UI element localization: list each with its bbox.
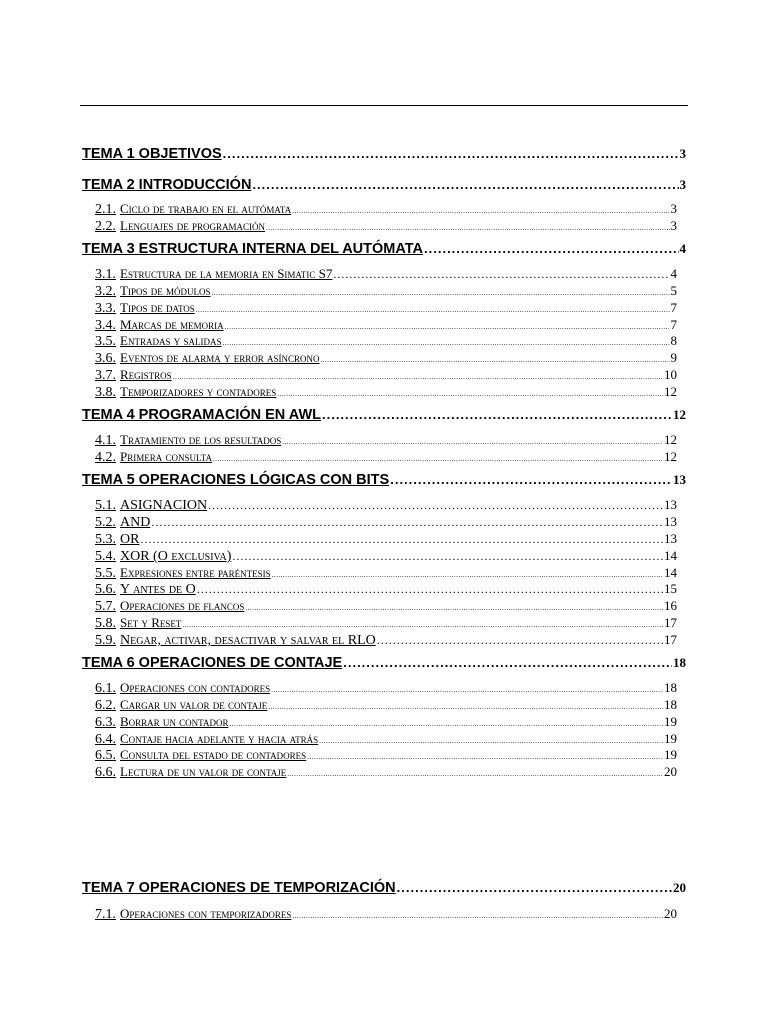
toc-number: 6.2. — [95, 698, 116, 713]
toc-leader — [333, 267, 669, 282]
toc-page: 12 — [664, 432, 677, 447]
toc-title: OR — [120, 532, 140, 547]
toc-title: XOR (O exclusiva) — [120, 549, 232, 564]
toc-title: Lenguajes de programación — [120, 218, 265, 233]
toc-page: 12 — [664, 449, 677, 464]
toc-page: 16 — [664, 598, 677, 613]
toc-section-5-6[interactable] — [95, 581, 677, 598]
toc-section-6-5[interactable] — [95, 747, 677, 764]
toc-leader — [271, 686, 663, 694]
toc-leader — [173, 373, 663, 381]
toc-page: 20 — [673, 880, 686, 895]
toc-tema-2[interactable] — [82, 177, 686, 193]
toc-number: 6.4. — [95, 732, 116, 747]
toc-section-3-4[interactable] — [95, 317, 677, 334]
toc-number: 6.1. — [95, 681, 116, 696]
toc-number: 5.5. — [95, 566, 116, 581]
toc-leader — [390, 472, 672, 487]
toc-leader — [229, 720, 663, 728]
toc-section-2-2[interactable] — [95, 218, 677, 235]
toc-leader — [343, 655, 672, 670]
toc-title: Contaje hacia adelante y hacia atrás — [120, 731, 319, 746]
toc-page: 19 — [664, 714, 677, 729]
toc-title: Tipos de módulos — [120, 283, 211, 298]
toc-number: 3.4. — [95, 318, 116, 333]
toc-number: 5.2. — [95, 515, 116, 530]
toc-page: 7 — [670, 300, 677, 315]
toc-number: 4.2. — [95, 450, 116, 465]
toc-number: 5.8. — [95, 616, 116, 631]
toc-page: 12 — [664, 384, 677, 399]
toc-number: 3.2. — [95, 284, 116, 299]
toc-section-5-8[interactable] — [95, 615, 677, 632]
toc-title: Entradas y salidas — [120, 333, 222, 348]
toc-title: Negar, activar, desactivar y salvar el RLO — [120, 633, 376, 648]
toc-number: 6.3. — [95, 715, 116, 730]
toc-number: 6.6. — [95, 765, 116, 780]
toc-page: 3 — [670, 201, 677, 216]
toc-number: 5.7. — [95, 599, 116, 614]
toc-number: 2.1. — [95, 202, 116, 217]
toc-leader — [252, 177, 678, 192]
toc-leader — [397, 880, 672, 895]
toc-leader — [222, 339, 669, 347]
toc-leader — [321, 356, 670, 364]
toc-number: 5.9. — [95, 633, 116, 648]
toc-section-3-5[interactable] — [95, 333, 677, 350]
toc-title: Eventos de alarma y error asíncrono — [120, 350, 320, 365]
toc-number: 7.1. — [95, 907, 116, 922]
toc-leader — [213, 455, 663, 463]
toc-section-5-9[interactable] — [95, 632, 677, 649]
toc-number: 3.7. — [95, 368, 116, 383]
toc-number: 5.6. — [95, 582, 116, 597]
toc-page: 4 — [670, 266, 677, 281]
toc-title: Operaciones con temporizadores — [120, 906, 292, 921]
toc-page: 19 — [664, 731, 677, 746]
toc-leader — [140, 532, 663, 547]
toc-title: Borrar un contador — [120, 714, 229, 729]
toc-number: 4.1. — [95, 433, 116, 448]
toc-page: 15 — [664, 581, 677, 596]
toc-section-3-6[interactable] — [95, 350, 677, 367]
toc-section-4-2[interactable] — [95, 449, 677, 466]
toc-section-3-1[interactable] — [95, 266, 677, 283]
toc-page: 18 — [664, 697, 677, 712]
toc-leader — [196, 306, 670, 314]
toc-title: TEMA 4 PROGRAMACIÓN EN AWL — [82, 407, 321, 423]
toc-number: 3.3. — [95, 301, 116, 316]
toc-section-5-7[interactable] — [95, 598, 677, 615]
toc-title: ASIGNACION — [120, 498, 208, 513]
toc-page: 7 — [670, 317, 677, 332]
toc-page: 12 — [673, 407, 686, 422]
toc-leader — [377, 633, 663, 648]
toc-title: Ciclo de trabajo en el autómata — [120, 201, 292, 216]
toc-leader — [197, 582, 663, 597]
toc-section-3-2[interactable] — [95, 283, 677, 300]
toc-page: 4 — [679, 241, 686, 256]
toc-title: TEMA 6 OPERACIONES DE CONTAJE — [82, 655, 343, 671]
toc-leader — [292, 207, 669, 215]
toc-number: 3.1. — [95, 267, 116, 282]
toc-leader — [282, 438, 663, 446]
toc-page: 3 — [670, 218, 677, 233]
toc-section-3-3[interactable] — [95, 300, 677, 317]
toc-page: 20 — [664, 906, 677, 921]
toc-title: Marcas de memoria — [120, 317, 224, 332]
toc-title: Expresiones entre paréntesis — [120, 565, 271, 580]
toc-page: 14 — [664, 565, 677, 580]
toc-title: Lectura de un valor de contaje — [120, 764, 287, 779]
toc-leader — [268, 703, 663, 711]
toc-title: Registros — [120, 367, 172, 382]
toc-leader — [266, 224, 670, 232]
toc-section-4-1[interactable] — [95, 432, 677, 449]
toc-number: 3.6. — [95, 351, 116, 366]
toc-page: 20 — [664, 764, 677, 779]
toc-page: 13 — [664, 497, 677, 512]
toc-tema-5[interactable] — [82, 472, 686, 488]
toc-title: Operaciones con contadores — [120, 680, 271, 695]
toc-leader — [322, 407, 672, 422]
toc-leader — [208, 498, 663, 513]
toc-section-6-4[interactable] — [95, 731, 677, 748]
toc-section-6-1[interactable] — [95, 680, 677, 697]
toc-leader — [225, 323, 670, 331]
toc-page: 18 — [664, 680, 677, 695]
toc-page: 3 — [679, 177, 686, 192]
toc-title: Tratamiento de los resultados — [120, 432, 282, 447]
toc-title: AND — [120, 515, 151, 530]
toc-section-5-3[interactable] — [95, 531, 677, 548]
toc-leader — [287, 770, 663, 778]
toc-section-5-2[interactable] — [95, 514, 677, 531]
toc-page: 14 — [664, 548, 677, 563]
toc-page: 9 — [670, 350, 677, 365]
toc-section-7-1[interactable] — [95, 906, 677, 923]
toc-section-6-3[interactable] — [95, 714, 677, 731]
toc-page: 13 — [673, 472, 686, 487]
top-rule — [80, 105, 688, 106]
toc-title: Temporizadores y contadores — [120, 384, 277, 399]
toc-leader — [232, 549, 663, 564]
toc-page: 18 — [673, 655, 686, 670]
toc-leader — [307, 753, 663, 761]
toc-title: TEMA 2 INTRODUCCIÓN — [82, 177, 252, 193]
toc-number: 3.8. — [95, 385, 116, 400]
toc-section-5-1[interactable] — [95, 497, 677, 514]
toc-tema-1[interactable] — [82, 146, 686, 162]
toc-section-3-8[interactable] — [95, 384, 677, 401]
toc-number: 3.5. — [95, 334, 116, 349]
toc-title: TEMA 1 OBJETIVOS — [82, 146, 222, 162]
toc-leader — [277, 390, 663, 398]
toc-section-2-1[interactable] — [95, 201, 677, 218]
toc-title: Primera consulta — [120, 449, 212, 464]
toc-leader — [151, 515, 663, 530]
toc-section-3-7[interactable] — [95, 367, 677, 384]
toc-leader — [292, 912, 663, 920]
toc-page: 8 — [670, 333, 677, 348]
toc-leader — [319, 737, 663, 745]
toc-title: Y antes de O — [120, 582, 196, 597]
toc-number: 6.5. — [95, 748, 116, 763]
toc-leader — [182, 621, 663, 629]
toc-section-6-2[interactable] — [95, 697, 677, 714]
toc-title: Cargar un valor de contaje — [120, 697, 268, 712]
toc-page: 17 — [664, 632, 677, 647]
toc-title: Set y Reset — [120, 615, 182, 630]
toc-number: 5.3. — [95, 532, 116, 547]
toc-number: 5.4. — [95, 549, 116, 564]
toc-title: Tipos de datos — [120, 300, 195, 315]
toc-page: 19 — [664, 747, 677, 762]
toc-page: 10 — [664, 367, 677, 382]
toc-tema-7[interactable] — [82, 880, 686, 896]
toc-tema-4[interactable] — [82, 407, 686, 423]
toc-tema-3[interactable] — [82, 241, 686, 257]
toc-page: 13 — [664, 531, 677, 546]
toc-section-5-5[interactable] — [95, 565, 677, 582]
toc-page: 13 — [664, 514, 677, 529]
toc-tema-6[interactable] — [82, 655, 686, 671]
toc-leader — [223, 146, 679, 161]
toc-leader — [424, 241, 678, 256]
toc-title: TEMA 3 ESTRUCTURA INTERNA DEL AUTÓMATA — [82, 241, 424, 257]
toc-page: 17 — [664, 615, 677, 630]
toc-title: TEMA 7 OPERACIONES DE TEMPORIZACIÓN — [82, 880, 396, 896]
toc-number: 5.1. — [95, 498, 116, 513]
toc-leader — [211, 289, 669, 297]
toc-title: Estructura de la memoria en Simatic S7 — [120, 266, 333, 281]
toc-section-6-6[interactable] — [95, 764, 677, 781]
toc-title: Consulta del estado de contadores — [120, 747, 307, 762]
toc-page: 5 — [670, 283, 677, 298]
toc-page: 3 — [679, 146, 686, 161]
toc-title: Operaciones de flancos — [120, 598, 245, 613]
toc-leader — [272, 571, 663, 579]
toc-number: 2.2. — [95, 219, 116, 234]
toc-leader — [245, 604, 663, 612]
toc-title: TEMA 5 OPERACIONES LÓGICAS CON BITS — [82, 472, 390, 488]
toc-section-5-4[interactable] — [95, 548, 677, 565]
